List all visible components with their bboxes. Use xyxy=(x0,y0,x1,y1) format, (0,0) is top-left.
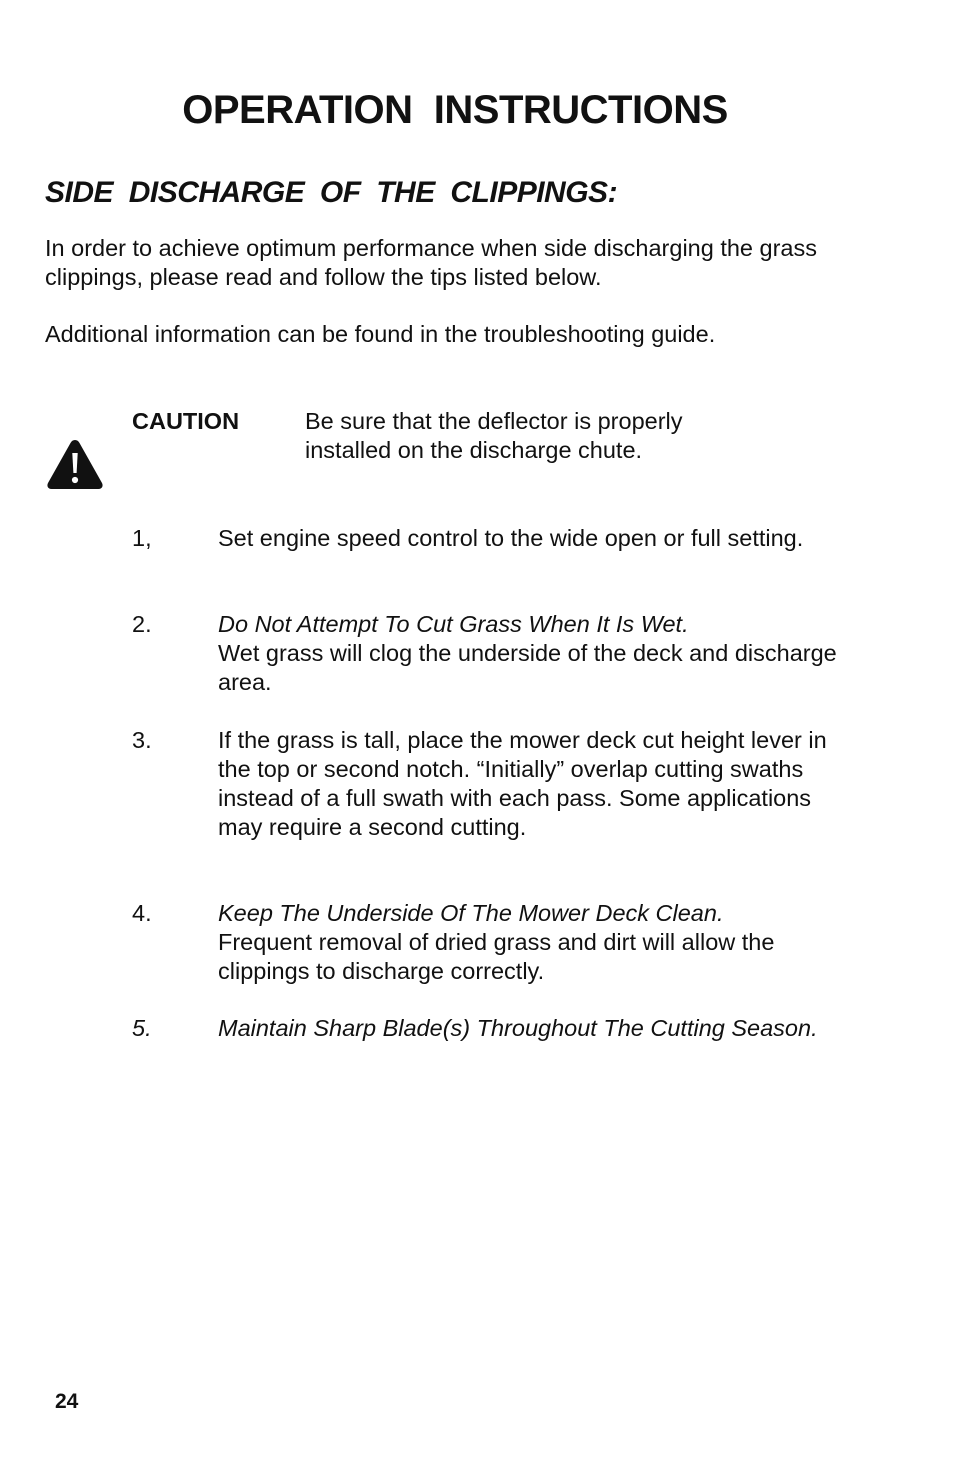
section-heading: SIDE DISCHARGE OF THE CLIPPINGS: xyxy=(45,176,618,209)
additional-info-paragraph: Additional information can be found in the troubleshooting guide. xyxy=(45,321,716,347)
page-title: OPERATION INSTRUCTIONS xyxy=(182,88,728,132)
step-body xyxy=(218,524,838,553)
step-text: Frequent removal of dried grass and dirt will allow the clippings to discharge correctly. xyxy=(218,929,775,984)
step-number: 1, xyxy=(132,525,152,551)
step-text: If the grass is tall, place the mower deck cut height lever in the top or second notch. “Initially” overlap cutting swaths instead of a full swath with each pass. Some applications may require a second cutting. xyxy=(218,727,827,840)
step-body xyxy=(218,899,838,986)
step-body xyxy=(218,726,838,842)
step-number: 4. xyxy=(132,900,152,926)
step-italic-lead: Maintain Sharp Blade(s) Throughout The Cutting Season. xyxy=(218,1015,818,1041)
intro-paragraph: In order to achieve optimum performance when side discharging the grass clippings, please read and follow the tips listed below. xyxy=(45,235,817,290)
caution-label: CAUTION xyxy=(132,408,240,434)
step-number: 2. xyxy=(132,611,152,637)
step-text: Set engine speed control to the wide open or full setting. xyxy=(218,525,804,551)
step-text: Wet grass will clog the underside of the deck and discharge area. xyxy=(218,640,837,695)
step-number: 3. xyxy=(132,727,152,753)
step-body xyxy=(218,1014,838,1043)
step-body xyxy=(218,610,838,697)
warning-triangle-icon xyxy=(45,437,105,491)
step-italic-lead: Keep The Underside Of The Mower Deck Clean. xyxy=(218,900,724,926)
caution-text: Be sure that the deflector is properly installed on the discharge chute. xyxy=(305,408,683,463)
step-number: 5. xyxy=(132,1015,152,1041)
page-number: 24 xyxy=(55,1390,79,1413)
step-italic-lead: Do Not Attempt To Cut Grass When It Is Wet. xyxy=(218,611,689,637)
